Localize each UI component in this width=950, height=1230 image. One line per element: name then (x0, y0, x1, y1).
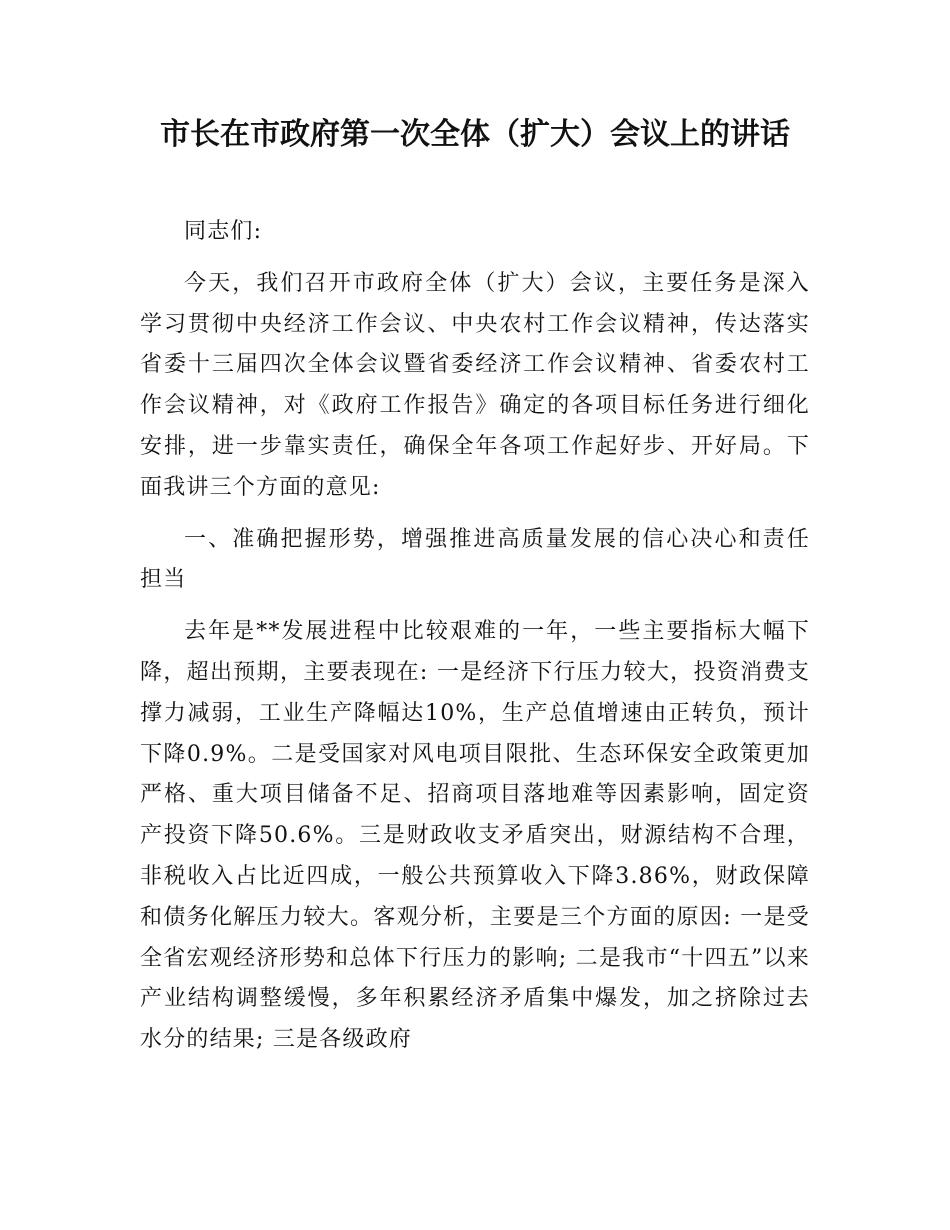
salutation: 同志们: (184, 219, 263, 244)
section-heading-1: 一、准确把握形势，增强推进高质量发展的信心决心和责任担当 (140, 526, 810, 593)
document-title: 市长在市政府第一次全体（扩大）会议上的讲话 (160, 117, 790, 152)
document-body (140, 212, 810, 1072)
paragraph-intro: 今天，我们召开市政府全体（扩大）会议，主要任务是深入学习贯彻中央经济工作会议、中央农村工作会议精神，传达落实省委十三届四次全体会议暨省委经济工作会议精神、省委农村工作会议精神，对《政府工作报告》确定的各项目标任务进行细化安排，进一步靠实责任，确保全年各项工作起好步、开好局。下面我讲三个方面的意见: (140, 270, 810, 500)
paragraph-situation: 去年是**发展进程中比较艰难的一年，一些主要指标大幅下降，超出预期，主要表现在: 一是经济下行压力较大，投资消费支撑力减弱，工业生产降幅达10%，生产总值增速由正转负，预计下降0.9%。二是受国家对风电项目限批、生态环保安全政策更加严格、重大项目储备不足、招商项目落地难等因素影响，固定资产投资下降50.6%。三是财政收支矛盾突出，财源结构不合理，非税收入占比近四成，一般公共预算收入下降3.86%，财政保障和债务化解压力较大。客观分析，主要是三个方面的原因: 一是受全省宏观经济形势和总体下行压力的影响; 二是我市“十四五”以来产业结构调整缓慢，多年积累经济矛盾集中爆发，加之挤除过去水分的结果; 三是各级政府 (140, 619, 810, 1053)
